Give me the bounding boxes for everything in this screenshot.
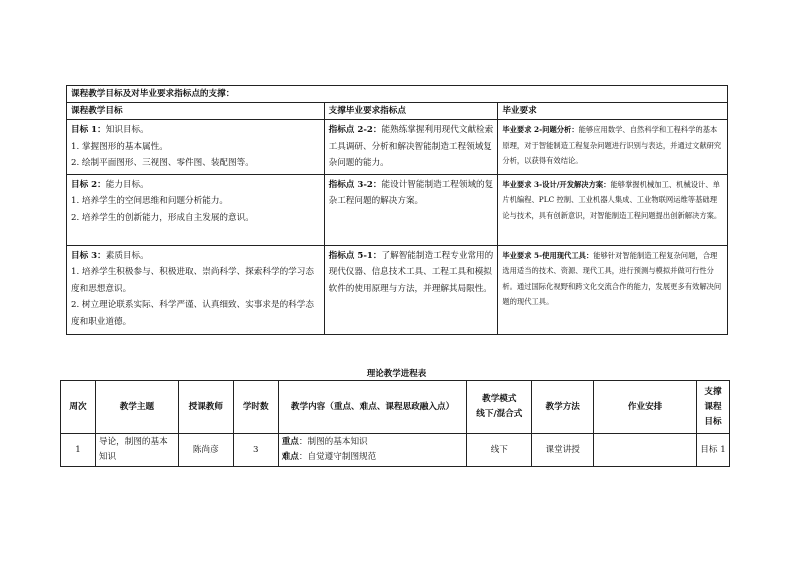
header-mode bbox=[467, 381, 532, 434]
goal-line: 1. 培养学生的空间思维和问题分析能力。 bbox=[71, 196, 229, 206]
goal-line: 2. 培养学生的创新能力，形成自主发展的意识。 bbox=[71, 212, 254, 223]
header-content: 教学内容（重点、难点、课程思政融入点） bbox=[278, 381, 467, 434]
requirement-text: 能够应用数学、自然科学和工程科学的基本原理，对于智能制造工程复杂问题进行识别与表达，并通过文献研究分析，以获得有效结论。 bbox=[502, 125, 722, 165]
goal-line: 1. 培养学生积极参与、积极进取、崇尚科学、探索科学的学习态度和思想意识。 bbox=[71, 267, 314, 294]
requirement-cell bbox=[498, 245, 728, 334]
goal-label: 目标 2： bbox=[71, 179, 106, 190]
schedule-header-row bbox=[61, 381, 730, 434]
requirement-cell bbox=[498, 174, 728, 245]
course-goals-table bbox=[66, 85, 728, 335]
header-week: 周次 bbox=[61, 381, 96, 434]
difficulty-label: 难点 bbox=[281, 452, 299, 462]
requirement-label: 毕业要求 3-设计/开发解决方案： bbox=[502, 179, 611, 189]
schedule-caption: 理论教学进程表 bbox=[366, 369, 427, 379]
content-cell bbox=[278, 434, 467, 467]
goal-title: 素质目标。 bbox=[105, 250, 149, 261]
indicator-text: 能熟练掌握利用现代文献检索工具调研、分析和解决智能制造工程领域复杂问题的能力。 bbox=[328, 125, 494, 168]
requirement-text: 能够掌握机械加工、机械设计、单片机编程、PLC 控制、工业机器人集成、工业物联网运维等基础理论与技术，具有创新意识，对智能制造工程问题提出创新解决方案。 bbox=[502, 179, 722, 220]
header-mode-line1: 教学模式 bbox=[482, 394, 517, 404]
indicator-text: 了解智能制造工程专业常用的现代仪器、信息技术工具、工程工具和模拟软件的使用原理与方法，并理解其局限性。 bbox=[328, 250, 494, 294]
indicator-label: 指标点 3-2： bbox=[328, 179, 382, 190]
homework-cell bbox=[594, 434, 697, 467]
goal-line: 2. 树立理论联系实际、科学严谨、认真细致、实事求是的科学态度和职业道德。 bbox=[71, 300, 314, 327]
goal-cell bbox=[67, 174, 325, 245]
difficulty-text: ：自觉遵守制图规范 bbox=[298, 452, 377, 462]
indicator-text: 能设计智能制造工程领域的复杂工程问题的解决方案。 bbox=[328, 179, 494, 206]
header-mode-line2: 线下/混合式 bbox=[476, 409, 523, 419]
header-indicator: 支撑毕业要求指标点 bbox=[324, 103, 498, 120]
method-cell: 课堂讲授 bbox=[532, 434, 594, 467]
goal-cell: 目标 1 bbox=[697, 434, 730, 467]
header-method: 教学方法 bbox=[532, 381, 594, 434]
table-row bbox=[67, 174, 728, 245]
teacher-cell: 陈尚彦 bbox=[178, 434, 233, 467]
goal-title: 能力目标。 bbox=[105, 179, 149, 190]
header-goal bbox=[697, 381, 730, 434]
requirement-cell bbox=[498, 120, 728, 175]
requirement-text: 能够针对智能制造工程复杂问题，合理选用适当的技术、资源、现代工具，进行预测与模拟并做可行性分析。通过国际化视野和跨文化交流合作的能力，发展更多有效解决问题的现代工具。 bbox=[502, 250, 722, 306]
table-title: 课程教学目标及对毕业要求指标点的支撑： bbox=[67, 86, 728, 103]
header-requirement: 毕业要求 bbox=[498, 103, 728, 120]
header-goal-line1: 支撑 bbox=[704, 386, 722, 397]
key-text: ：制图的基本知识 bbox=[298, 437, 368, 447]
hours-cell: 3 bbox=[233, 434, 278, 467]
indicator-label: 指标点 5-1： bbox=[328, 250, 382, 261]
header-course-goal: 课程教学目标 bbox=[67, 103, 325, 120]
goal-label: 目标 3： bbox=[71, 250, 106, 261]
header-goal-line2: 课程 bbox=[704, 401, 722, 412]
header-goal-line3: 目标 bbox=[704, 416, 722, 427]
table-row bbox=[67, 120, 728, 175]
indicator-label: 指标点 2-2： bbox=[328, 125, 382, 135]
indicator-cell bbox=[324, 245, 498, 334]
goal-cell bbox=[67, 120, 325, 175]
table-row bbox=[67, 245, 728, 334]
header-hours: 学时数 bbox=[233, 381, 278, 434]
indicator-cell bbox=[324, 174, 498, 245]
goal-label: 目标 1： bbox=[71, 125, 106, 135]
requirement-label: 毕业要求 2-问题分析： bbox=[502, 125, 579, 134]
key-label: 重点 bbox=[281, 437, 299, 447]
topic-cell: 导论，制图的基本知识 bbox=[95, 434, 178, 467]
requirement-label: 毕业要求 5-使用现代工具： bbox=[502, 250, 594, 260]
header-homework: 作业安排 bbox=[594, 381, 697, 434]
goal-line: 1. 掌握图形的基本属性。 bbox=[71, 141, 168, 152]
table-row bbox=[61, 434, 730, 467]
goal-title: 知识目标。 bbox=[105, 125, 149, 135]
header-topic: 教学主题 bbox=[95, 381, 178, 434]
indicator-cell bbox=[324, 120, 498, 175]
goal-line: 2. 绘制平面图形、三视图、零件图、装配图等。 bbox=[71, 158, 254, 168]
teaching-schedule-table bbox=[60, 380, 730, 467]
header-teacher: 授课教师 bbox=[178, 381, 233, 434]
mode-cell: 线下 bbox=[467, 434, 532, 467]
week-cell: 1 bbox=[61, 434, 96, 467]
goal-cell bbox=[67, 245, 325, 334]
